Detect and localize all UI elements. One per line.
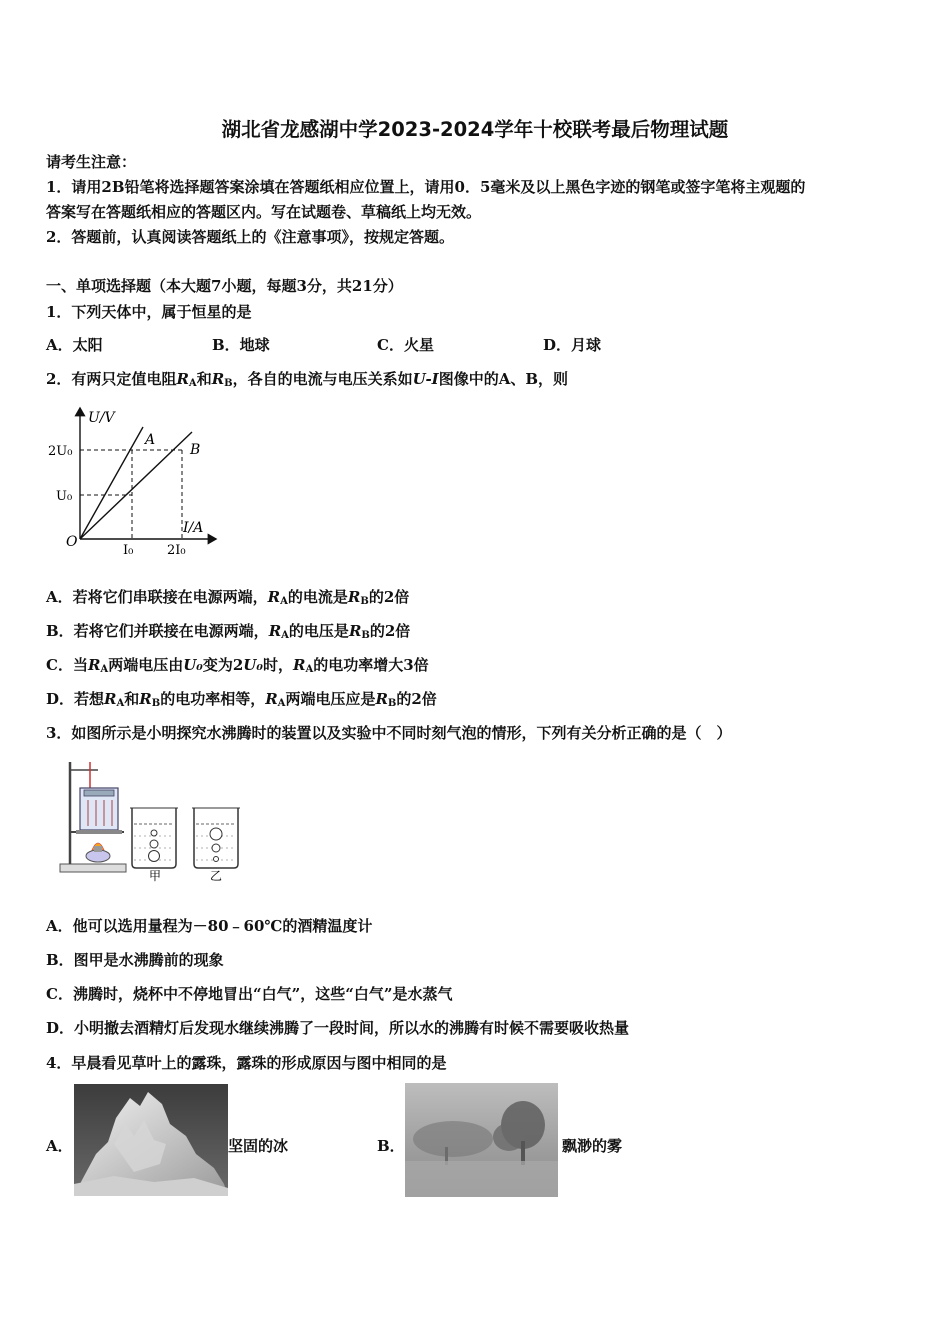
x-tick-i0: I₀ — [123, 543, 134, 558]
y-tick-u0: U₀ — [56, 489, 73, 504]
section-heading: 一、单项选择题（本大题7小题，每题3分，共21分） — [46, 277, 403, 295]
q2-option-c: C．当$R_A$两端电压由U₀变为2U₀时，$R_A$的电功率增大3倍 — [46, 656, 429, 675]
y-axis-label: U/V — [88, 410, 115, 426]
beaker-jia — [130, 808, 178, 868]
q3-option-a: A．他可以选用量程为－80﹣60℃的酒精温度计 — [46, 917, 373, 935]
q1-option-c: C．火星 — [377, 336, 434, 354]
q2-option-a: A．若将它们串联接在电源两端，$R_A$的电流是$R_B$的2倍 — [46, 588, 410, 607]
q4-stem: 4．早晨看见草叶上的露珠，露珠的形成原因与图中相同的是 — [46, 1054, 447, 1072]
origin-label: O — [66, 534, 78, 550]
q4-option-b-text: 飘渺的雾 — [562, 1137, 623, 1155]
notice-line-2: 答案写在答题纸相应的答题区内。写在试题卷、草稿纸上均无效。 — [46, 203, 482, 221]
x-tick-2i0: 2I₀ — [167, 543, 186, 558]
q3-option-d: D．小明撤去酒精灯后发现水继续沸腾了一段时间，所以水的沸腾有时候不需要吸收热量 — [46, 1019, 630, 1037]
q2-option-b: B．若将它们并联接在电源两端，$R_A$的电压是$R_B$的2倍 — [46, 622, 411, 641]
q2-option-d: D．若想$R_A$和$R_B$的电功率相等，$R_A$两端电压应是$R_B$的2倍 — [46, 690, 437, 709]
q4-option-a-letter: A． — [46, 1137, 73, 1155]
line-b-label: B — [190, 442, 201, 458]
x-axis-label: I/A — [183, 520, 204, 536]
boiling-apparatus-figure — [54, 756, 254, 882]
line-b — [80, 432, 192, 539]
beaker-yi — [192, 808, 240, 868]
q3-option-b: B．图甲是水沸腾前的现象 — [46, 951, 224, 969]
q1-option-a: A．太阳 — [46, 336, 103, 354]
q4-option-a-text: 坚固的冰 — [228, 1137, 289, 1155]
y-tick-2u0: 2U₀ — [48, 444, 73, 459]
q4-option-b-letter: B． — [377, 1137, 405, 1155]
notice-heading: 请考生注意： — [46, 153, 137, 171]
page-title: 湖北省龙感湖中学2023-2024学年十校联考最后物理试题 — [221, 118, 729, 141]
fog-photo — [405, 1083, 558, 1197]
q1-option-d: D．月球 — [543, 336, 602, 354]
ui-graph — [44, 402, 234, 562]
q2-stem: 2．有两只定值电阻$R_A$和$R_B$，各自的电流与电压关系如U-I图像中的A、B，则 — [46, 370, 569, 389]
notice-line-3: 2．答题前，认真阅读答题纸上的《注意事项》，按规定答题。 — [46, 228, 454, 246]
line-a-label: A — [145, 432, 156, 448]
notice-line-1: 1．请用2B铅笔将选择题答案涂填在答题纸相应位置上，请用0．5毫米及以上黑色字迹的钢笔或签字笔将主观题的 — [46, 178, 806, 196]
line-a — [80, 427, 143, 539]
stand-setup — [60, 762, 126, 872]
q1-option-b: B．地球 — [212, 336, 270, 354]
q3-option-c: C．沸腾时，烧杯中不停地冒出“白气”，这些“白气”是水蒸气 — [46, 985, 453, 1003]
label-jia: 甲 — [149, 869, 162, 882]
q3-stem: 3．如图所示是小明探究水沸腾时的装置以及实验中不同时刻气泡的情形，下列有关分析正确的是（ ） — [46, 724, 732, 742]
label-yi: 乙 — [210, 869, 223, 882]
q1-stem: 1．下列天体中，属于恒星的是 — [46, 303, 252, 321]
ice-photo — [74, 1084, 228, 1196]
